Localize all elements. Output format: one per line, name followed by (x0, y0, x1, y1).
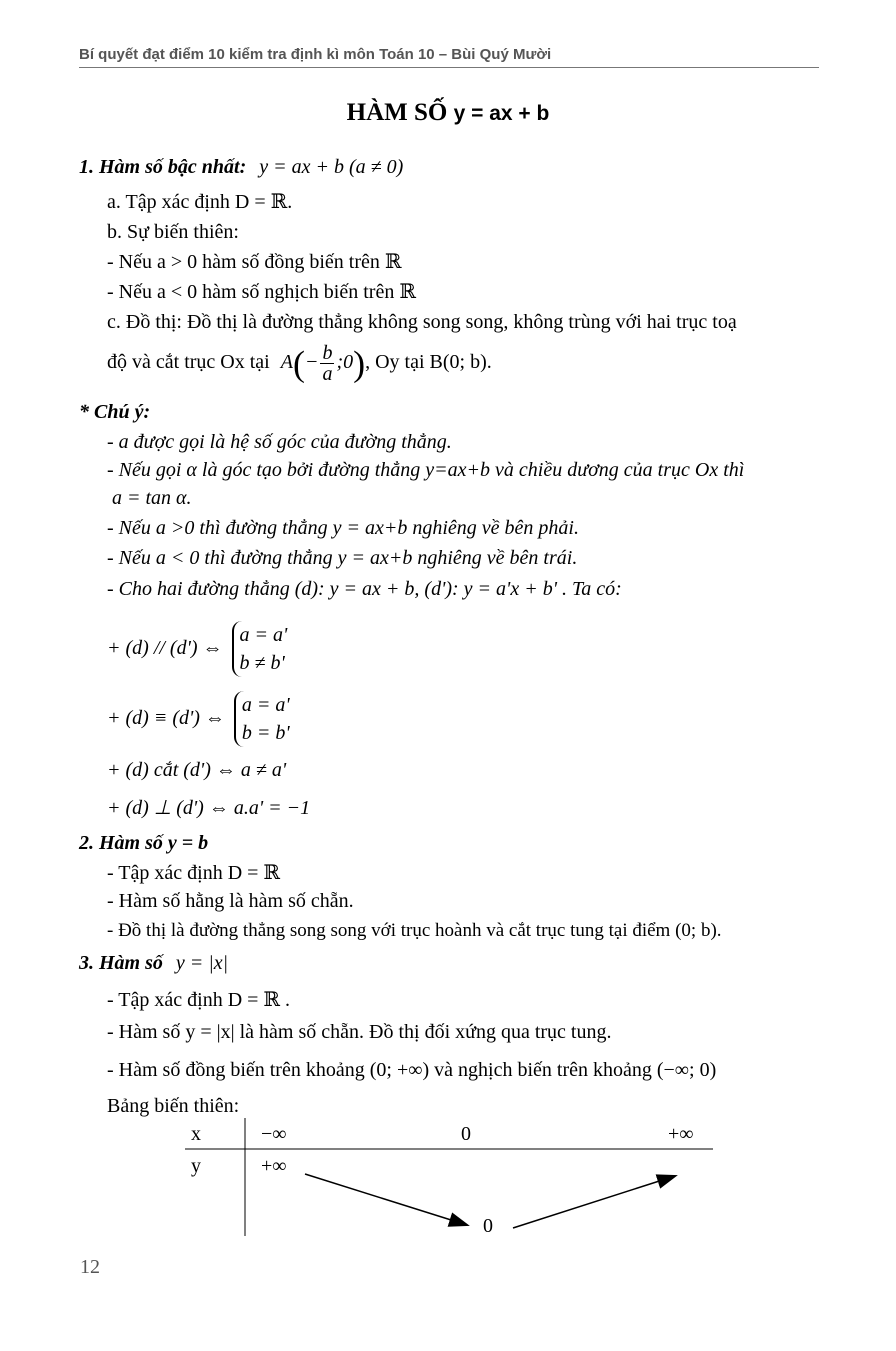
s3-line1: - Tập xác định D = ℝ . (107, 989, 291, 1011)
vt-x-neg-inf: −∞ (261, 1123, 287, 1145)
vt-y-min: 0 (483, 1215, 493, 1237)
s2-line1: - Tập xác định D = ℝ (107, 862, 281, 884)
system-parallel: a = a' b ≠ b' (232, 621, 288, 677)
note-line2a: - Nếu gọi α là góc tạo bởi đường thẳng y=ax+b và chiều dương của trục Ox thì (107, 459, 745, 481)
case-perpendicular: + (d) ⊥ (d') ⇔ a.a' = −1 (107, 797, 311, 819)
s1-domain: a. Tập xác định D = ℝ. (107, 191, 293, 213)
title-formula: y = ax + b (453, 102, 550, 125)
note-line4: - Nếu a < 0 thì đường thẳng y = ax+b nghiêng về bên trái. (107, 547, 578, 569)
note-line1: - a được gọi là hệ số góc của đường thẳng. (107, 431, 452, 453)
vt-x-pos-inf: +∞ (668, 1123, 694, 1145)
decreasing-arrow (305, 1174, 467, 1225)
s1-decreasing: - Nếu a < 0 hàm số nghịch biến trên ℝ (107, 281, 416, 303)
page-number: 12 (80, 1256, 100, 1278)
title-main: HÀM SỐ (346, 99, 448, 126)
vt-x-label: x (191, 1123, 201, 1145)
section3-heading: 3. Hàm số y = |x| (79, 952, 229, 974)
section1-heading: 1. Hàm số bậc nhất: y = ax + b (a ≠ 0) (79, 156, 404, 178)
s1-graph-line1: c. Đồ thị: Đồ thị là đường thẳng không song song, không trùng với hai trục toạ (107, 311, 737, 333)
s3-line3: - Hàm số đồng biến trên khoảng (0; +∞) và nghịch biến trên khoảng (−∞; 0) (107, 1059, 717, 1081)
case-coincident: + (d) ≡ (d') ⇔ a = a' b = b' (107, 688, 290, 748)
s3-table-label: Bảng biến thiên: (107, 1095, 240, 1117)
case-parallel: + (d) // (d') ⇔ a = a' b ≠ b' (107, 618, 287, 678)
fraction-b-over-a: $\frac{b}{a}$ (322, 341, 333, 385)
vt-y-left: +∞ (261, 1155, 287, 1177)
section2-heading: 2. Hàm số y = b (79, 832, 209, 854)
increasing-arrow (513, 1176, 675, 1228)
note-line3: - Nếu a >0 thì đường thẳng y = ax+b nghiêng về bên phải. (107, 517, 579, 539)
s1-variation: b. Sự biến thiên: (107, 221, 239, 243)
running-header: Bí quyết đạt điểm 10 kiểm tra định kì môn Toán 10 – Bùi Quý Mười (79, 46, 819, 68)
s2-line3: - Đồ thị là đường thẳng song song với trục hoành và cắt trục tung tại điểm (0; b). (107, 920, 722, 941)
s1-graph-line2: độ và cắt trục Ox tại A(− $\frac{b}{a}$ ;0), Oy tại B(0; b). (107, 341, 492, 385)
vt-y-label: y (191, 1155, 201, 1177)
s2-line2: - Hàm số hằng là hàm số chẵn. (107, 890, 354, 912)
note-line2b: a = tan α. (112, 487, 192, 509)
s3-line2: - Hàm số y = |x| là hàm số chẵn. Đồ thị đối xứng qua trục tung. (107, 1021, 612, 1043)
variation-table (185, 1118, 715, 1238)
note-line5: - Cho hai đường thẳng (d): y = ax + b, (d'): y = a'x + b' . Ta có: (107, 578, 622, 600)
case-intersect: + (d) cắt (d') ⇔ a ≠ a' (107, 759, 287, 781)
page-title (0, 99, 896, 127)
system-coincident: a = a' b = b' (234, 691, 290, 747)
vt-x-zero: 0 (461, 1123, 471, 1145)
note-heading: * Chú ý: (79, 401, 151, 423)
s1-increasing: - Nếu a > 0 hàm số đồng biến trên ℝ (107, 251, 402, 273)
